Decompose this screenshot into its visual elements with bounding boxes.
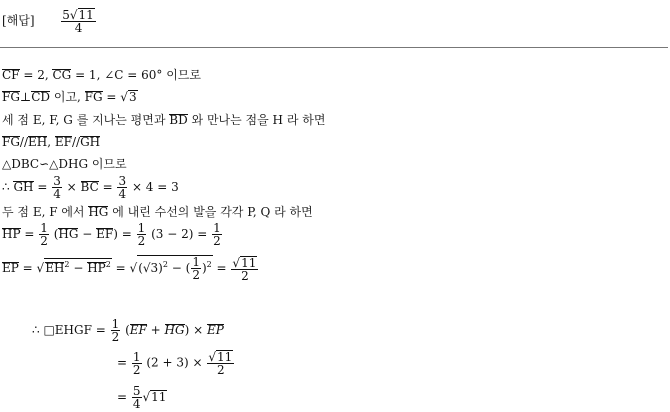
solution-line-7: 두 점 E, F 에서 HG 에 내린 수선의 발을 각각 P, Q 라 하면 — [2, 205, 313, 219]
solution-line-3: 세 점 E, F, G 를 지나는 평면과 BD 와 만나는 점을 H 라 하면 — [2, 113, 326, 127]
section-divider — [0, 47, 668, 48]
solution-line-5: △DBC∽△DHG 이므로 — [2, 157, 127, 171]
solution-line-8: HP = $\frac{1}{2}$ (HG − EF) = $\frac{1}{2}$ (3 − 2) = $\frac{1}{2}$ — [2, 221, 221, 248]
final-line-2: = $\frac{1}{2}$ (2 + 3) × $\frac{√11}{2}$ — [117, 349, 233, 377]
final-line-3: = $\frac{5}{4}$ √11 — [117, 384, 167, 411]
answer-fraction: $\frac{5√11}{4}$ — [62, 8, 94, 35]
answer-label: [해답] — [2, 13, 35, 28]
solution-line-1: CF = 2, CG = 1, ∠C = 60° 이므로 — [2, 68, 201, 82]
solution-line-4: FG//EH, EF//GH — [2, 135, 101, 149]
answer-header — [2, 8, 97, 34]
solution-line-6: ∴ GH = $\frac{3}{4}$ × BC = $\frac{3}{4}$ × 4 = 3 — [2, 174, 179, 201]
final-line-1: ∴ □EHGF = $\frac{1}{2}$ (EF + HG) × EP — [32, 317, 224, 344]
solution-line-2: FG⊥CD 이고, FG = √3 — [2, 90, 137, 104]
solution-line-9: EP = $√EH^2 - HP^2 = √(√3)^2$ − ( $\frac{1}{2}$ )$^2$ = $\frac{√11}{2}$ — [2, 255, 257, 283]
